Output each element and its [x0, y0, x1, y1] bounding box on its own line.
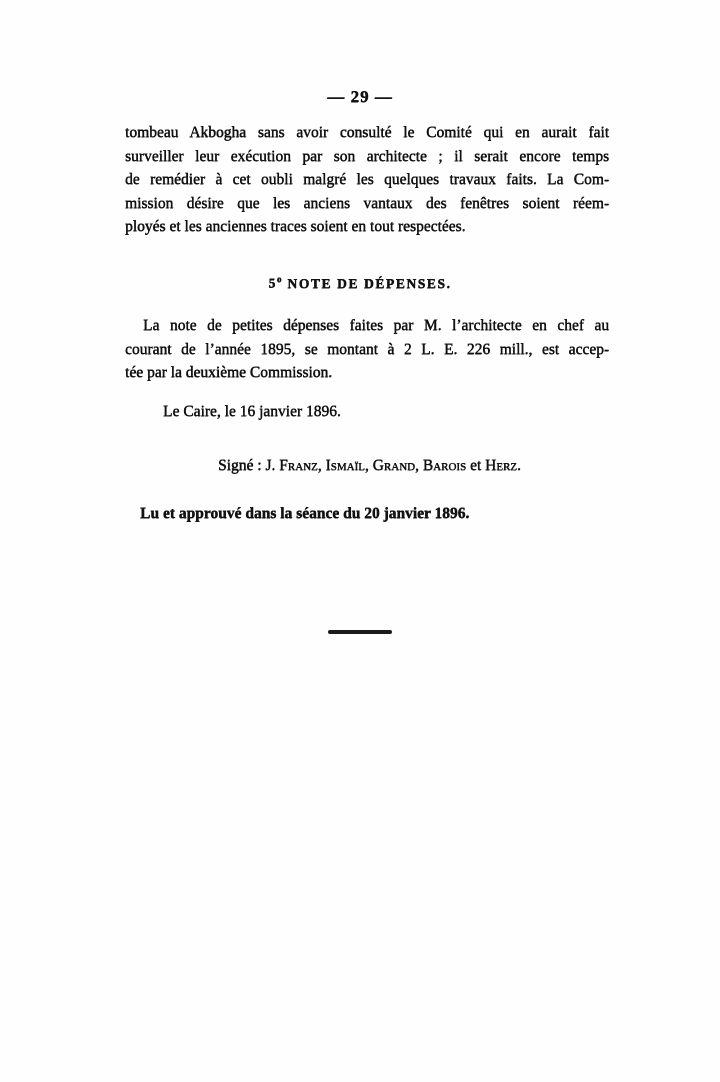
paragraph-line: mission désire que les anciens vantaux des fenêtres soient réem- — [125, 194, 609, 212]
signatory-names: Franz, Ismaïl, Grand, Barois — [279, 457, 467, 474]
signature-line — [218, 457, 521, 475]
section-title: NOTE DE DÉPENSES. — [287, 275, 452, 291]
paragraph-line: courant de l’année 1895, se montant à 2 L. E. 226 mill., est accep- — [125, 340, 609, 358]
body-paragraph-2 — [125, 314, 609, 385]
approval-line: Lu et approuvé dans la séance du 20 janvier 1896. — [140, 505, 470, 522]
section-number: 5 — [268, 275, 277, 291]
paragraph-line: La note de petites dépenses faites par M. l’architecte en chef au — [143, 317, 609, 334]
section-heading — [0, 274, 720, 292]
body-paragraph-1 — [125, 121, 609, 239]
page-number-header: — 29 — — [327, 87, 393, 106]
paragraph-line: tombeau Akbogha sans avoir consulté le Comité qui en aurait fait — [125, 124, 609, 141]
paragraph-line: tée par la deuxième Commission. — [125, 364, 333, 381]
ordinal-superscript: o — [276, 274, 282, 284]
dateline: Le Caire, le 16 janvier 1896. — [163, 403, 341, 420]
paragraph-line: ployés et les anciennes traces soient en tout respectées. — [125, 218, 466, 235]
signature-prefix: Signé : J. — [218, 457, 280, 474]
signatory-final-name: Herz. — [485, 457, 521, 474]
section-divider-rule — [328, 630, 392, 634]
signature-connector: et — [466, 457, 485, 474]
paragraph-line: de remédier à cet oubli malgré les quelques travaux faits. La Com- — [125, 171, 609, 188]
paragraph-line: surveiller leur exécution par son architecte ; il serait encore temps — [125, 147, 609, 165]
